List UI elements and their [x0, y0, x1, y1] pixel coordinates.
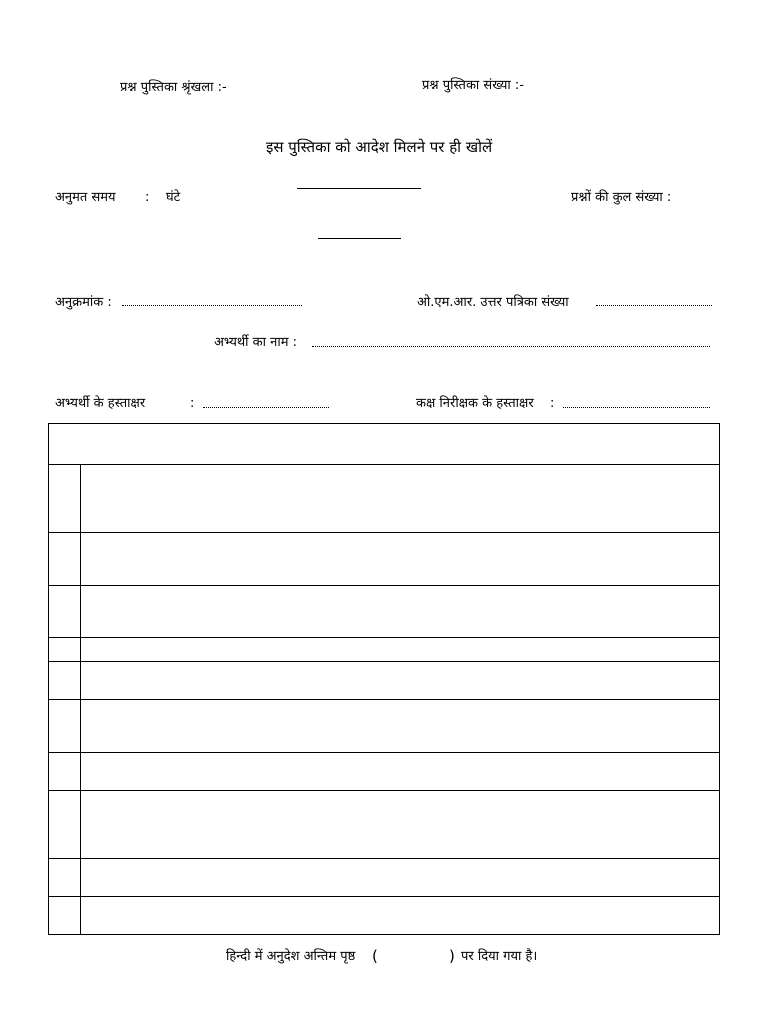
row-text-cell: [81, 586, 719, 637]
table-row: [49, 897, 719, 934]
row-number-cell: [49, 791, 81, 858]
row-number-cell: [49, 700, 81, 752]
invigilator-signature-field[interactable]: [563, 407, 710, 408]
row-text-cell: [81, 465, 719, 532]
table-row: [49, 662, 719, 700]
row-text-cell: [81, 753, 719, 790]
candidate-signature-field[interactable]: [203, 407, 329, 408]
invigilator-signature-colon: :: [550, 396, 555, 411]
table-row: [49, 638, 719, 662]
footer-close-bracket: ): [449, 947, 455, 965]
row-number-cell: [49, 533, 81, 585]
table-row: [49, 700, 719, 753]
table-row: [49, 859, 719, 897]
row-text-cell: [81, 700, 719, 752]
row-number-cell: [49, 859, 81, 896]
invigilator-signature-label: कक्ष निरीक्षक के हस्ताक्षर: [416, 396, 534, 411]
omr-number-field[interactable]: [596, 305, 712, 306]
candidate-signature-colon: :: [190, 396, 195, 411]
row-number-cell: [49, 586, 81, 637]
table-row: [49, 533, 719, 586]
table-row: [49, 465, 719, 533]
candidate-signature-label: अभ्यर्थी के हस्ताक्षर: [55, 396, 146, 411]
roll-number-field[interactable]: [122, 305, 302, 306]
roll-number-label: अनुक्रमांक :: [55, 295, 112, 310]
row-text-cell: [81, 533, 719, 585]
footer-instruction-suffix: पर दिया गया है।: [461, 949, 538, 964]
candidate-name-field[interactable]: [312, 346, 710, 347]
row-number-cell: [49, 465, 81, 532]
booklet-number-label: प्रश्न पुस्तिका संख्या :-: [422, 78, 524, 93]
time-blank-line[interactable]: [297, 188, 421, 189]
table-row: [49, 791, 719, 859]
instruction-title: इस पुस्तिका को आदेश मिलने पर ही खोलें: [266, 138, 493, 156]
row-text-cell: [81, 638, 719, 661]
blank-underline[interactable]: [318, 238, 401, 239]
row-text-cell: [81, 662, 719, 699]
table-row: [49, 586, 719, 638]
row-number-cell: [49, 638, 81, 661]
candidate-name-label: अभ्यर्थी का नाम :: [214, 335, 298, 350]
row-number-cell: [49, 753, 81, 790]
row-number-cell: [49, 662, 81, 699]
time-colon: :: [145, 190, 150, 205]
booklet-series-label: प्रश्न पुस्तिका श्रृंखला :-: [120, 80, 227, 95]
table-row: [49, 753, 719, 791]
footer-instruction-prefix: हिन्दी में अनुदेश अन्तिम पृष्ठ: [226, 949, 356, 964]
table-header: [49, 424, 719, 465]
instruction-table: [48, 423, 720, 935]
row-text-cell: [81, 859, 719, 896]
time-unit-hours: घंटे: [166, 190, 181, 205]
time-allowed-label: अनुमत समय: [55, 190, 116, 205]
footer-open-bracket: (: [372, 947, 378, 965]
omr-number-label: ओ.एम.आर. उत्तर पत्रिका संख्या: [417, 295, 569, 310]
row-number-cell: [49, 897, 81, 934]
row-text-cell: [81, 791, 719, 858]
total-questions-label: प्रश्नों की कुल संख्या :: [571, 190, 672, 205]
row-text-cell: [81, 897, 719, 934]
